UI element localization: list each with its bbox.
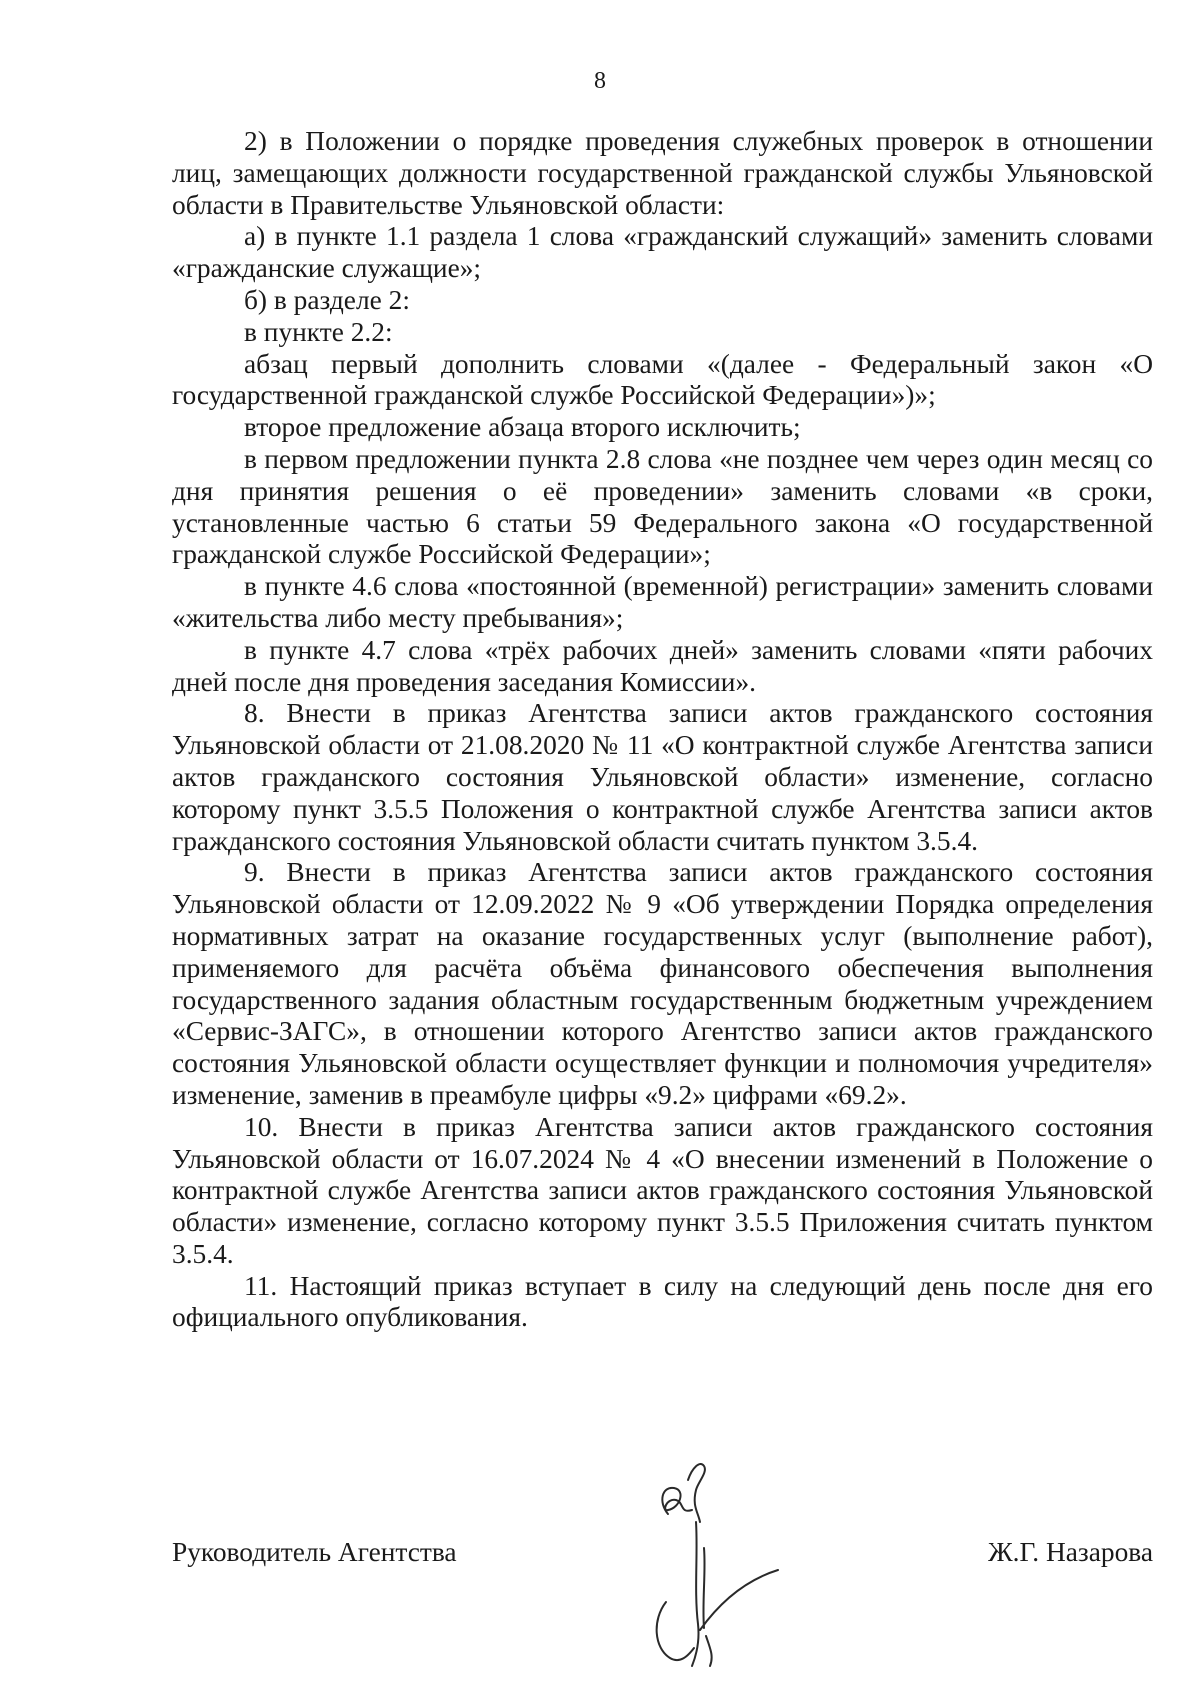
paragraph-item-10: 10. Внести в приказ Агентства записи актов гражданского состояния Ульяновской области от 16.07.2024 № 4 «О внесении изменений в Положение о контрактной службе Агентства записи актов гражданского состояния Ульяновской области» изменение, согласно которому пункт 3.5.5 Приложения считать пунктом 3.5.4. xyxy=(172,1111,1153,1269)
paragraph-first-abzac: абзац первый дополнить словами «(далее - Федеральный закон «О государственной гражданской службе Российской Федерации»)»; xyxy=(172,348,1153,411)
signatory-name: Ж.Г. Назарова xyxy=(988,1537,1153,1567)
paragraph-point-4-7: в пункте 4.7 слова «трёх рабочих дней» заменить словами «пяти рабочих дней после дня проведения заседания Комиссии». xyxy=(172,634,1153,697)
paragraph-point-2-8: в первом предложении пункта 2.8 слова «не позднее чем через один месяц со дня принятия решения о её проведении» заменить словами «в сроки, установленные частью 6 статьи 59 Федерального закона «О государственной гражданской службе Российской Федерации»; xyxy=(172,443,1153,570)
paragraph-item-9: 9. Внести в приказ Агентства записи актов гражданского состояния Ульяновской области от 12.09.2022 № 9 «Об утверждении Порядка определения нормативных затрат на оказание государственных услуг (выполнение работ), применяемого для расчёта объёма финансового обеспечения выполнения государственного задания областным государственным бюджетным учреждением «Сервис-ЗАГС», в отношении которого Агентство записи актов гражданского состояния Ульяновской области осуществляет функции и полномочия учредителя» изменение, заменив в преамбуле цифры «9.2» цифрами «69.2». xyxy=(172,857,1153,1110)
paragraph-subclause-a: а) в пункте 1.1 раздела 1 слова «гражданский служащий» заменить словами «гражданские служащие»; xyxy=(172,221,1153,284)
page-number: 8 xyxy=(594,68,606,94)
signatory-position: Руководитель Агентства xyxy=(172,1537,457,1567)
signature-block xyxy=(172,1536,1153,1576)
paragraph-clause-2: 2) в Положении о порядке проведения служебных проверок в отношении лиц, замещающих должности государственной гражданской службы Ульяновской области в Правительстве Ульяновской области: xyxy=(172,126,1153,220)
paragraph-item-8: 8. Внести в приказ Агентства записи актов гражданского состояния Ульяновской области от 21.08.2020 № 11 «О контрактной службе Агентства записи актов гражданского состояния Ульяновской области» изменение, согласно которому пункт 3.5.5 Положения о контрактной службе Агентства записи актов гражданского состояния Ульяновской области считать пунктом 3.5.4. xyxy=(172,698,1153,856)
paragraph-point-2-2: в пункте 2.2: xyxy=(244,316,393,347)
paragraph-point-4-6: в пункте 4.6 слова «постоянной (временной) регистрации» заменить словами «жительства либо месту пребывания»; xyxy=(172,571,1153,633)
document-body xyxy=(172,126,1153,1334)
paragraph-second-sentence: второе предложение абзаца второго исключить; xyxy=(244,412,801,443)
paragraph-subclause-b: б) в разделе 2: xyxy=(244,284,410,315)
paragraph-item-11: 11. Настоящий приказ вступает в силу на следующий день после дня его официального опубликования. xyxy=(172,1270,1153,1333)
